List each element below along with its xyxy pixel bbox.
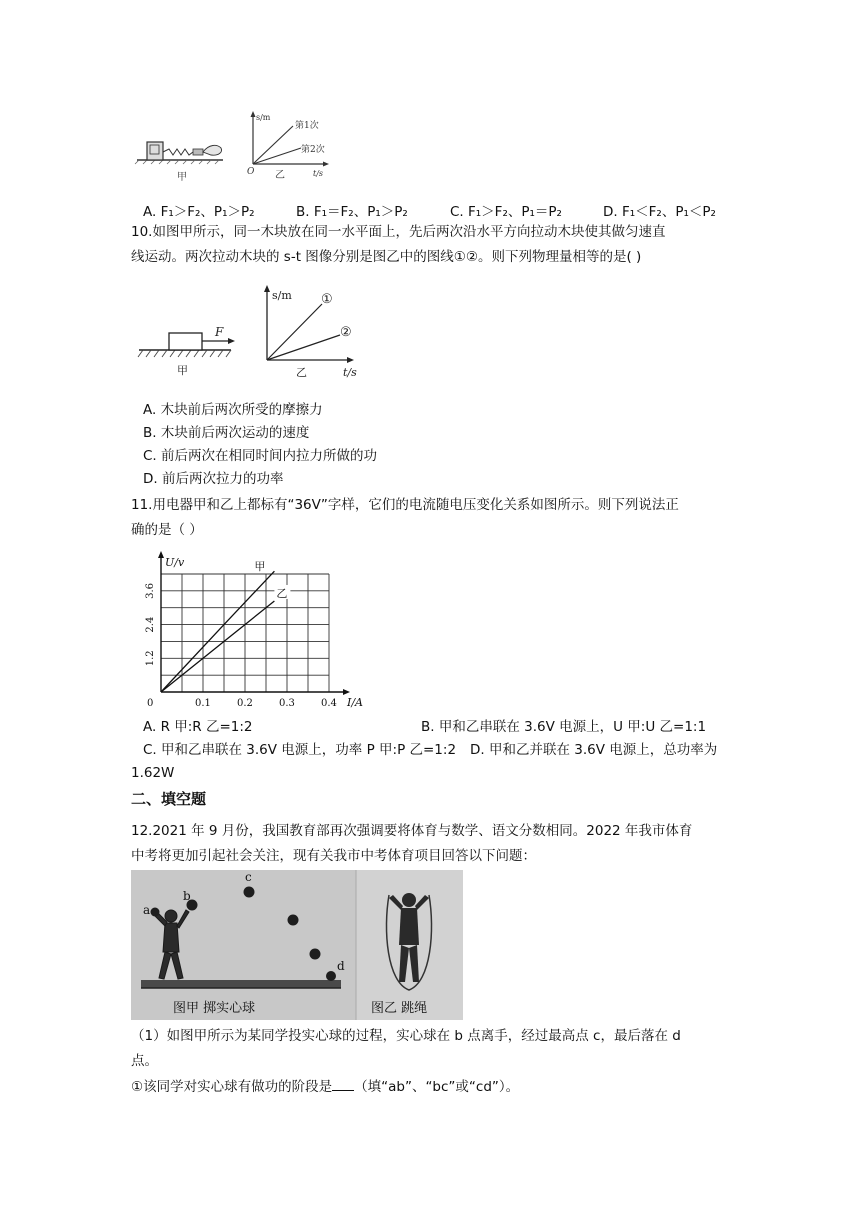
q9-line1-label: 第1次 <box>295 121 319 131</box>
q9-option-b: B. F₁＝F₂、P₁＞P₂ <box>296 204 408 220</box>
photo-caption-jia: 图甲 掷实心球 <box>173 1001 256 1016</box>
point-b: b <box>183 889 191 903</box>
q12-sub1-question-prefix: ①该同学对实心球有做功的阶段是 <box>131 1079 333 1095</box>
q9-option-d: D. F₁＜F₂、P₁＜P₂ <box>603 204 716 220</box>
q9-origin: O <box>247 167 255 177</box>
q10-label-jia: 甲 <box>177 364 188 377</box>
q11-option-d: D. 甲和乙并联在 3.6V 电源上，总功率为 <box>470 742 718 758</box>
q12-sub1-line1: （1）如图甲所示为某同学投实心球的过程，实心球在 b 点离手，经过最高点 c，最后落在 d <box>131 1028 681 1044</box>
q10-option-b: B. 木块前后两次运动的速度 <box>143 425 310 441</box>
q10-curve2-label: ② <box>340 325 352 340</box>
series-label-1: 乙 <box>276 586 288 600</box>
q9-option-c: C. F₁＞F₂、P₁＝P₂ <box>450 204 562 220</box>
q11-option-b: B. 甲和乙串联在 3.6V 电源上，U 甲:U 乙=1:1 <box>421 719 707 735</box>
q11-chart <box>131 548 363 713</box>
q10-axis-s: s/m <box>272 289 292 302</box>
point-c: c <box>245 870 252 884</box>
q10-figure <box>135 280 370 382</box>
q9-axis-t: t/s <box>313 169 324 178</box>
point-d: d <box>337 959 345 973</box>
x-axis-label: I/A <box>347 696 363 709</box>
section-heading-fill-blank: 二、填空题 <box>131 790 207 808</box>
y-tick-label: 1.2 <box>145 650 156 667</box>
q11-option-d-cont: 1.62W <box>131 765 175 781</box>
y-axis-arrow <box>158 551 164 558</box>
q10-fig-yi <box>264 285 357 379</box>
q10-option-c: C. 前后两次在相同时间内拉力所做的功 <box>143 448 378 464</box>
q10-axis-t: t/s <box>343 366 357 379</box>
q9-label-jia: 甲 <box>177 172 187 183</box>
q12-sub1-question-suffix: （填“ab”、“bc”或“cd”）。 <box>354 1079 520 1095</box>
q11-stem-line2: 确的是（ ） <box>131 522 203 538</box>
q12-stem-line2: 中考将更加引起社会关注，现有关我市中考体育项目回答以下问题： <box>131 848 536 864</box>
q11-option-a-text: A. R 甲:R 乙=1:2 <box>143 719 253 735</box>
x-tick-label: 0.4 <box>321 698 337 709</box>
y-tick-label: 3.6 <box>145 582 156 599</box>
q9-fig-jia <box>135 142 223 183</box>
q10-stem-line1: 10.如图甲所示，同一木块放在同一水平面上，先后两次沿水平方向拉动木块使其做匀速直 <box>131 224 666 240</box>
q10-force-label: F <box>215 325 224 339</box>
q9-axis-s: s/m <box>256 113 271 122</box>
series-line-1 <box>161 601 274 692</box>
photo-caption-yi: 图乙 跳绳 <box>371 1001 428 1016</box>
y-axis-label: U/v <box>165 556 185 569</box>
q11-option-c: C. 甲和乙串联在 3.6V 电源上，功率 P 甲:P 乙=1:2 <box>143 742 457 758</box>
q9-fig-yi <box>247 111 329 181</box>
x-tick-label: 0.2 <box>237 698 253 709</box>
x-tick-label: 0 <box>147 698 154 709</box>
q10-label-yi: 乙 <box>296 366 307 379</box>
answer-blank <box>332 1076 354 1091</box>
q9-line2-label: 第2次 <box>301 145 325 155</box>
q12-photo <box>131 870 463 1020</box>
x-tick-label: 0.1 <box>195 698 211 709</box>
y-tick-label: 2.4 <box>145 616 156 633</box>
x-tick-label: 0.3 <box>279 698 295 709</box>
q9-option-a: A. F₁＞F₂、P₁＞P₂ <box>143 204 255 220</box>
q10-stem-line2: 线运动。两次拉动木块的 s-t 图像分别是图乙中的图线①②。则下列物理量相等的是( ) <box>131 249 642 265</box>
q10-option-d: D. 前后两次拉力的功率 <box>143 471 284 487</box>
x-axis-arrow <box>343 689 350 695</box>
q11-stem-line1: 11.用电器甲和乙上都标有“36V”字样，它们的电流随电压变化关系如图所示。则下列说法正 <box>131 497 679 513</box>
q12-sub1-question <box>131 1076 519 1097</box>
series-line-0 <box>161 571 274 692</box>
q12-sub1-line2: 点。 <box>131 1053 158 1069</box>
q10-fig-jia <box>138 325 235 377</box>
q9-figure <box>135 108 335 188</box>
q11-option-a <box>143 717 253 737</box>
point-a: a <box>143 903 151 917</box>
q12-stem-line1: 12.2021 年 9 月份，我国教育部再次强调要将体育与数学、语文分数相同。2022 年我市体育 <box>131 823 693 839</box>
series-label-0: 甲 <box>254 560 266 573</box>
q10-curve1-label: ① <box>321 292 333 307</box>
q9-label-yi: 乙 <box>275 170 285 181</box>
q10-option-a: A. 木块前后两次所受的摩擦力 <box>143 402 323 418</box>
q12-photo-drawing <box>131 870 463 1020</box>
